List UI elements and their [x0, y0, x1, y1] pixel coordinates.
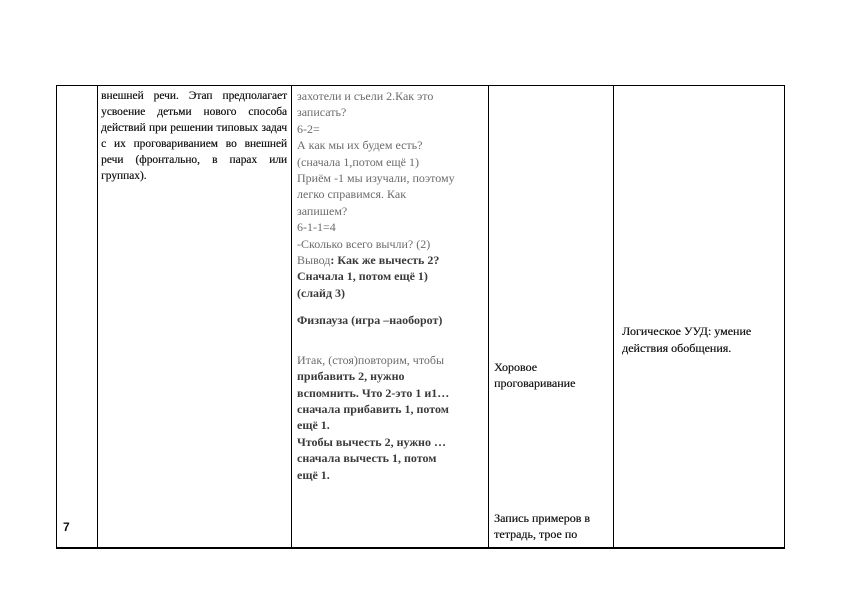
uud-description: Логическое УУД: умение действия обобщения.	[622, 324, 752, 355]
spacer	[297, 301, 481, 312]
conclusion-line	[297, 252, 481, 268]
teacher-line: 6-2=	[297, 121, 320, 136]
repeat-line: ещё 1.	[297, 418, 330, 433]
teacher-line: записать?	[297, 105, 347, 120]
physical-break: Физпауза (игра –наоборот)	[297, 313, 443, 328]
lesson-table	[56, 85, 785, 549]
conclusion-question: : Как же вычесть 2?	[330, 253, 440, 268]
conclusion-label: Вывод	[297, 253, 331, 268]
column-divider	[488, 86, 489, 547]
stage-description: внешней речи. Этап предполагает усвоение детьми нового способа действий при решении типовых задач с их проговариванием во внешней речи (фронтально, в парах или группах).	[101, 90, 287, 182]
spacer	[297, 329, 481, 352]
teacher-line: 6-1-1=4	[297, 220, 336, 235]
student-activity-choral: Хоровое проговаривание	[494, 360, 576, 390]
repeat-line: Чтобы вычесть 2, нужно …	[297, 434, 446, 449]
repeat-line: прибавить 2, нужно	[297, 369, 405, 384]
column-divider	[613, 86, 614, 547]
slide-reference: (слайд 3)	[297, 285, 346, 300]
column-divider	[97, 86, 98, 547]
repeat-line: сначала вычесть 1, потом	[297, 451, 437, 466]
teacher-line: Приём -1 мы изучали, поэтому	[297, 171, 455, 186]
row-number: 7	[63, 520, 70, 534]
teacher-activity	[297, 88, 481, 483]
teacher-line: (сначала 1,потом ещё 1)	[297, 154, 419, 169]
repeat-intro: Итак, (стоя)повторим, чтобы	[297, 352, 445, 367]
repeat-line: ещё 1.	[297, 467, 330, 482]
column-divider	[291, 86, 292, 547]
conclusion-answer: Сначала 1, потом ещё 1)	[297, 269, 428, 284]
teacher-line: А как мы их будем есть?	[297, 138, 423, 153]
student-activity-writing: Запись примеров в тетрадь, трое по	[494, 511, 590, 541]
repeat-line: вспомнить. Что 2-это 1 и1…	[297, 385, 450, 400]
teacher-line: -Сколько всего вычли? (2)	[297, 236, 431, 251]
teacher-line: запишем?	[297, 203, 348, 218]
repeat-line: сначала прибавить 1, потом	[297, 401, 449, 416]
teacher-line: захотели и съели 2.Как это	[297, 89, 434, 103]
teacher-line: легко справимся. Как	[297, 187, 407, 202]
